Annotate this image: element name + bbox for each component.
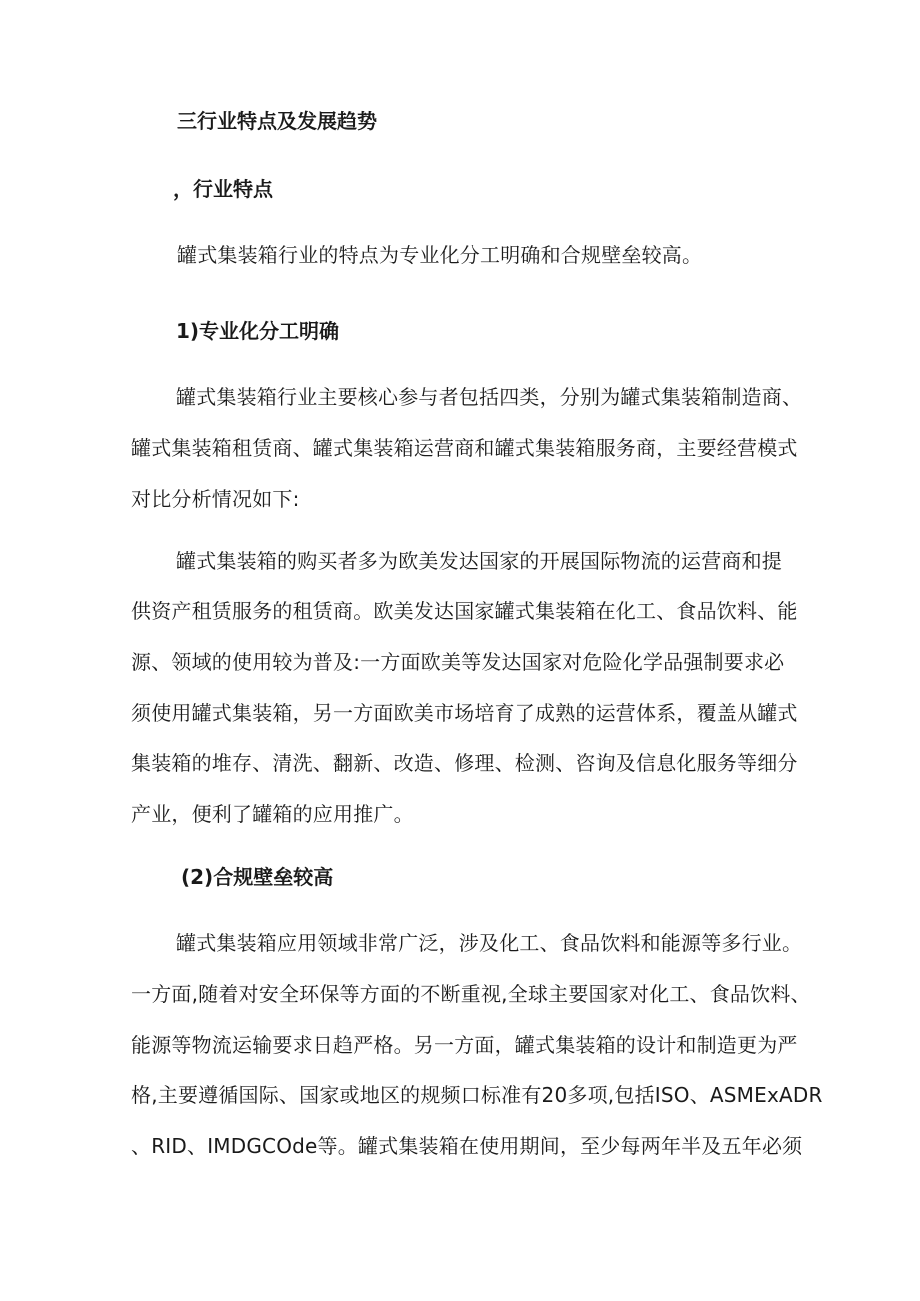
subsection-title: ，行业特点 [173,177,273,201]
point1-para2-line: 产业，便利了罐箱的应用推广。 [131,802,414,826]
section-title: 三行业特点及发展趋势 [177,109,377,133]
point2-para-line: 罐式集装箱应用领域非常广泛，涉及化工、食品饮料和能源等多行业。 [176,931,803,955]
point1-para1-line: 罐式集装箱行业主要核心参与者包括四类，分别为罐式集装箱制造商、 [176,385,803,409]
point1-para2-line: 集装箱的堆存、清洗、翻新、改造、修理、检测、咨询及信息化服务等细分 [131,751,798,775]
point1-heading: 1)专业化分工明确 [176,319,340,343]
point1-para2-line: 须使用罐式集装箱，另一方面欧美市场培育了成熟的运营体系，覆盖从罐式 [131,701,798,725]
point1-para2-line: 源、领域的使用较为普及:一方面欧美等发达国家对危险化学品强制要求必 [131,650,785,674]
point1-para1-line: 罐式集装箱租赁商、罐式集装箱运营商和罐式集装箱服务商，主要经营模式 [131,436,798,460]
point2-heading: (2)合规壁垒较高 [181,865,334,889]
point1-para1-line: 对比分析情况如下: [131,487,300,511]
point2-para-line: 一方面,随着对安全环保等方面的不断重视,全球主要国家对化工、食品饮料、 [131,982,811,1006]
point2-para-line: 能源等物流运输要求日趋严格。另一方面，罐式集装箱的设计和制造更为严 [131,1033,798,1057]
point1-para2-line: 罐式集装箱的购买者多为欧美发达国家的开展国际物流的运营商和提 [176,549,782,573]
point2-para-line: 、RID、IMDGCOde等。罐式集装箱在使用期间，至少每两年半及五年必须 [131,1134,803,1158]
point1-para2-line: 供资产租赁服务的租赁商。欧美发达国家罐式集装箱在化工、食品饮料、能 [131,599,798,623]
point2-para-line: 格,主要遵循国际、国家或地区的规频口标准有20多项,包括ISO、ASMExADR [131,1083,823,1107]
intro-paragraph: 罐式集装箱行业的特点为专业化分工明确和合规壁垒较高。 [177,243,703,267]
